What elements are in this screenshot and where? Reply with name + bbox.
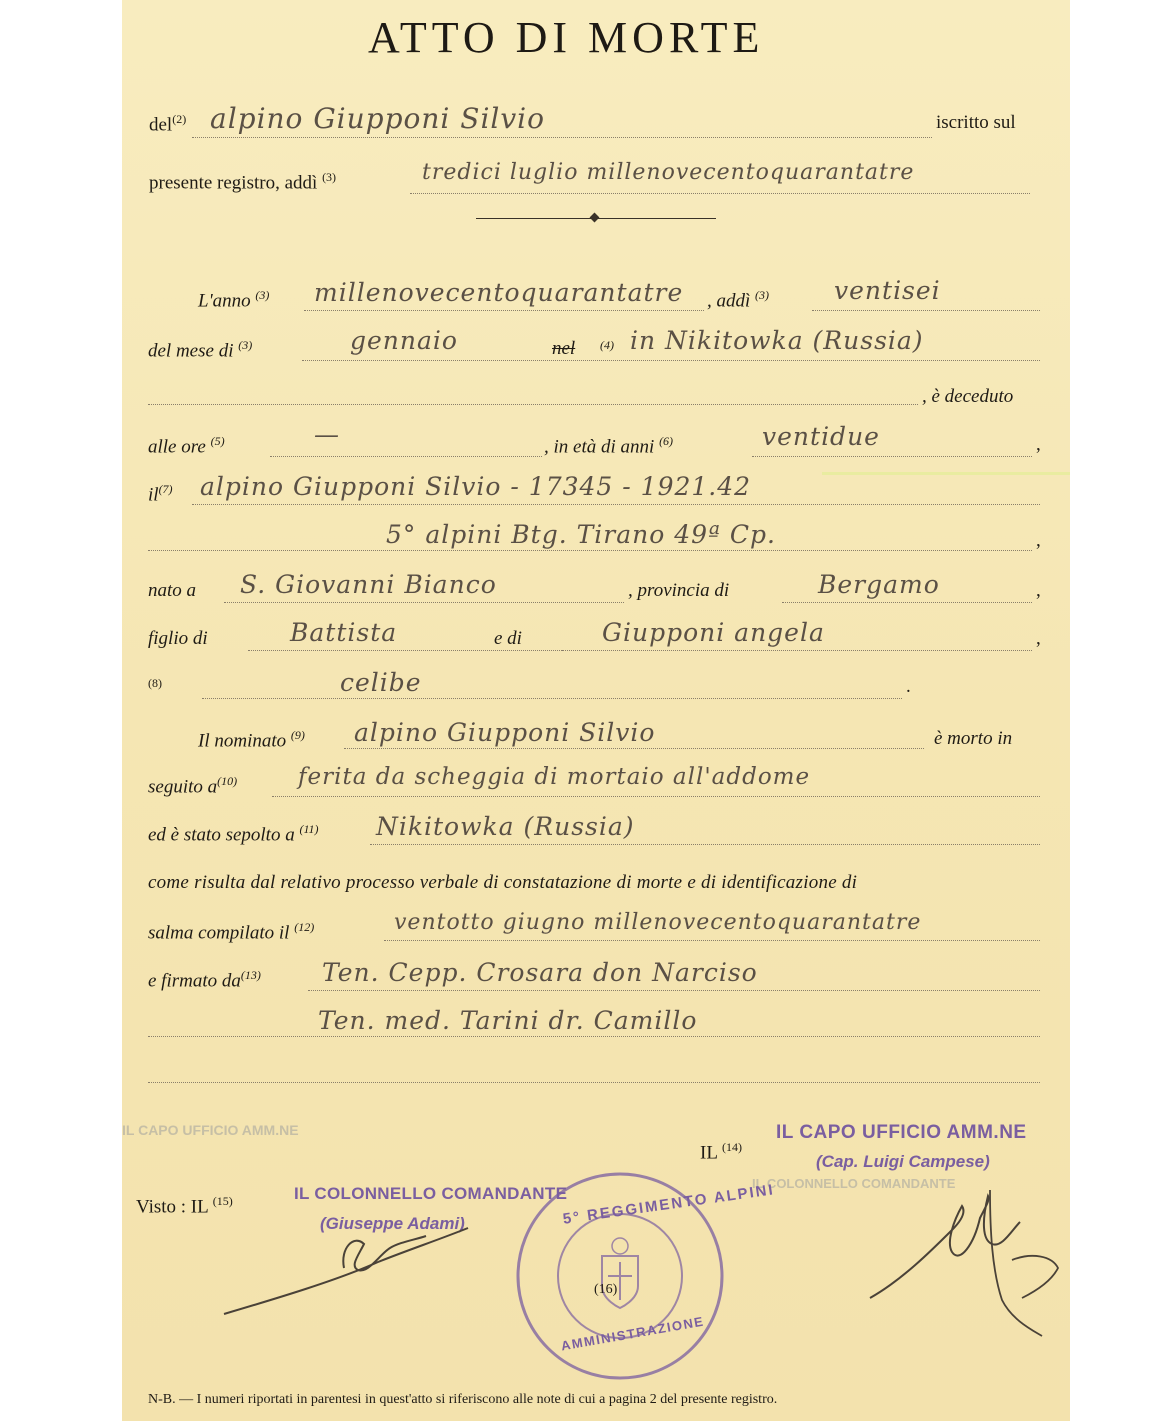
- colonnello-name: (Giuseppe Adami): [320, 1214, 465, 1233]
- nato-label: nato a: [148, 580, 197, 601]
- death-certificate-page: ATTO DI MORTE del$^{(2)}$ alpino Giupponi Silvio iscritto sul presente registro, addì $^{(3)}$ tredici luglio millenovecentoquarantatre L'anno $^{(3)}$ millenovecentoquarantatre , addì $^{(3)}$ ventisei del mese di $^{(3)}$ gennaio nel $^{(4)}$ in Nikitowka (Russia) , è deceduto alle ore $^{(5)}$ — , in età di anni $^{(6)}$ ventidue , $il^{(7)}$ alpino Giupponi Silvio - 17345 - 1921.42 5° alpini Btg. Tirano 49ª Cp. , nato a S. Giovanni Bianco , provincia di Bergamo , figlio di Battista e di Giupponi angela , $^{(8)}$ celibe . Il nominato $^{(9)}$ alpino Giupponi Silvio è morto in seguito $a^{(10)}$ ferita da scheggia di mortaio all'addome ed è stato sepolto a $^{(11)}$ Nikitowka (Russia) come risulta dal relativo processo verbale di constatazione di morte e di identificazione di salma compilato il $^{(12)}$ ventotto giugno millenovecentoquarantatre e firmato $da^{(13)}$ Ten. Cepp. Crosara don Narciso Ten. med. Tarini dr. Camillo IL CAPO UFFICIO AMM.NE IL COLONNELLO COMANDANTE IL $^{(14)}$ IL CAPO UFFICIO AMM.NE (Cap. Luigi Campese) Visto : IL $^{(15)}$ IL COLONNELLO COMANDANTE (Giuseppe Adami) 5° REGGIMENTO ALPINI AMMINISTRAZIONE (16) N-B. — I numeri riportati in parentesi in quest'atto si riferiscono alle note di cui a pagina 2 del presente registro.: [122, 0, 1070, 1421]
- nominato-label: Il nominato $^{(9)}$: [198, 728, 305, 752]
- note-8: (8): [148, 676, 162, 690]
- unit-handwritten: 5° alpini Btg. Tirano 49ª Cp.: [386, 520, 776, 549]
- capo-ufficio-signature: [862, 1160, 1062, 1350]
- year-handwritten: millenovecentoquarantatre: [314, 278, 684, 307]
- visto-label: Visto : IL $^{(15)}$: [136, 1194, 233, 1218]
- il14-label: IL $^{(14)}$: [700, 1140, 742, 1164]
- mese-label: del mese di $^{(3)}$: [148, 338, 253, 362]
- addi-label: , addì $^{(3)}$: [707, 288, 770, 312]
- day-handwritten: ventisei: [834, 276, 941, 305]
- deceased-name-handwritten: alpino Giupponi Silvio - 17345 - 1921.42: [200, 472, 752, 501]
- salma-label: salma compilato il $^{(12)}$: [148, 920, 315, 944]
- note-ref: (2): [172, 112, 187, 126]
- birthplace-handwritten: S. Giovanni Bianco: [240, 570, 497, 599]
- registro-label: presente registro, addì $^{(3)}$: [149, 170, 337, 194]
- risulta-text: come risulta dal relativo processo verbale di constatazione di morte e di identificazione di: [148, 872, 858, 893]
- burial-handwritten: Nikitowka (Russia): [376, 812, 635, 841]
- ore-handwritten: —: [314, 420, 340, 449]
- deceduto-label: , è deceduto: [922, 386, 1014, 407]
- place-handwritten: in Nikitowka (Russia): [630, 326, 924, 355]
- divider-ornament: [590, 213, 600, 223]
- nel-label: nel: [552, 338, 576, 359]
- salma-date-handwritten: ventotto giugno millenovecentoquarantatre: [394, 910, 922, 935]
- eta-label: , in età di anni $^{(6)}$: [544, 434, 674, 458]
- iscritto-label: iscritto sul: [936, 112, 1016, 133]
- capo-ufficio-name: (Cap. Luigi Campese): [816, 1152, 990, 1171]
- registro-date-handwritten: tredici luglio millenovecentoquarantatre: [422, 160, 915, 185]
- bleed-through-stamp: IL CAPO UFFICIO AMM.NE: [122, 1122, 299, 1138]
- firmato-label: e firmato $da^{(13)}$: [148, 968, 261, 992]
- status-handwritten: celibe: [340, 668, 422, 697]
- il-label: $il^{(7)}$: [148, 482, 173, 506]
- figlio-label: figlio di: [148, 628, 208, 649]
- father-handwritten: Battista: [290, 618, 398, 647]
- highlighter-mark: [822, 472, 1070, 475]
- cause-handwritten: ferita da scheggia di mortaio all'addome: [298, 764, 811, 790]
- seal-bottom-text: AMMINISTRAZIONE: [559, 1313, 706, 1354]
- provincia-label: , provincia di: [628, 580, 730, 601]
- morto-label: è morto in: [934, 728, 1013, 749]
- month-handwritten: gennaio: [350, 326, 458, 355]
- capo-ufficio-stamp: IL CAPO UFFICIO AMM.NE: [776, 1122, 1027, 1143]
- anno-label: L'anno $^{(3)}$: [198, 288, 270, 312]
- signer1-handwritten: Ten. Cepp. Crosara don Narciso: [322, 958, 758, 987]
- sepolto-label: ed è stato sepolto a $^{(11)}$: [148, 822, 319, 846]
- document-title: ATTO DI MORTE: [368, 13, 765, 62]
- ore-label: alle ore $^{(5)}$: [148, 434, 225, 458]
- colonnello-signature: [218, 1214, 518, 1324]
- signer2-handwritten: Ten. med. Tarini dr. Camillo: [318, 1006, 698, 1035]
- nel-note: (4): [600, 338, 614, 352]
- edi-label: e di: [494, 628, 522, 649]
- seal-top-text: 5° REGGIMENTO ALPINI: [561, 1181, 776, 1228]
- seal-note: (16): [594, 1282, 618, 1297]
- province-handwritten: Bergamo: [818, 570, 940, 599]
- mother-handwritten: Giupponi angela: [602, 618, 825, 647]
- nominato-handwritten: alpino Giupponi Silvio: [354, 718, 656, 747]
- age-handwritten: ventidue: [762, 422, 880, 451]
- footer-note: N-B. — I numeri riportati in parentesi in quest'atto si riferiscono alle note di cui a pagina 2 del presente registro.: [148, 1392, 778, 1407]
- colonnello-stamp: IL COLONNELLO COMANDANTE: [294, 1184, 568, 1203]
- del-label: del$^{(2)}$: [149, 112, 187, 136]
- bleed-through-stamp: IL COLONNELLO COMANDANTE: [752, 1176, 956, 1191]
- seguito-label: seguito $a^{(10)}$: [148, 774, 238, 798]
- soldier-handwritten: alpino Giupponi Silvio: [210, 102, 545, 135]
